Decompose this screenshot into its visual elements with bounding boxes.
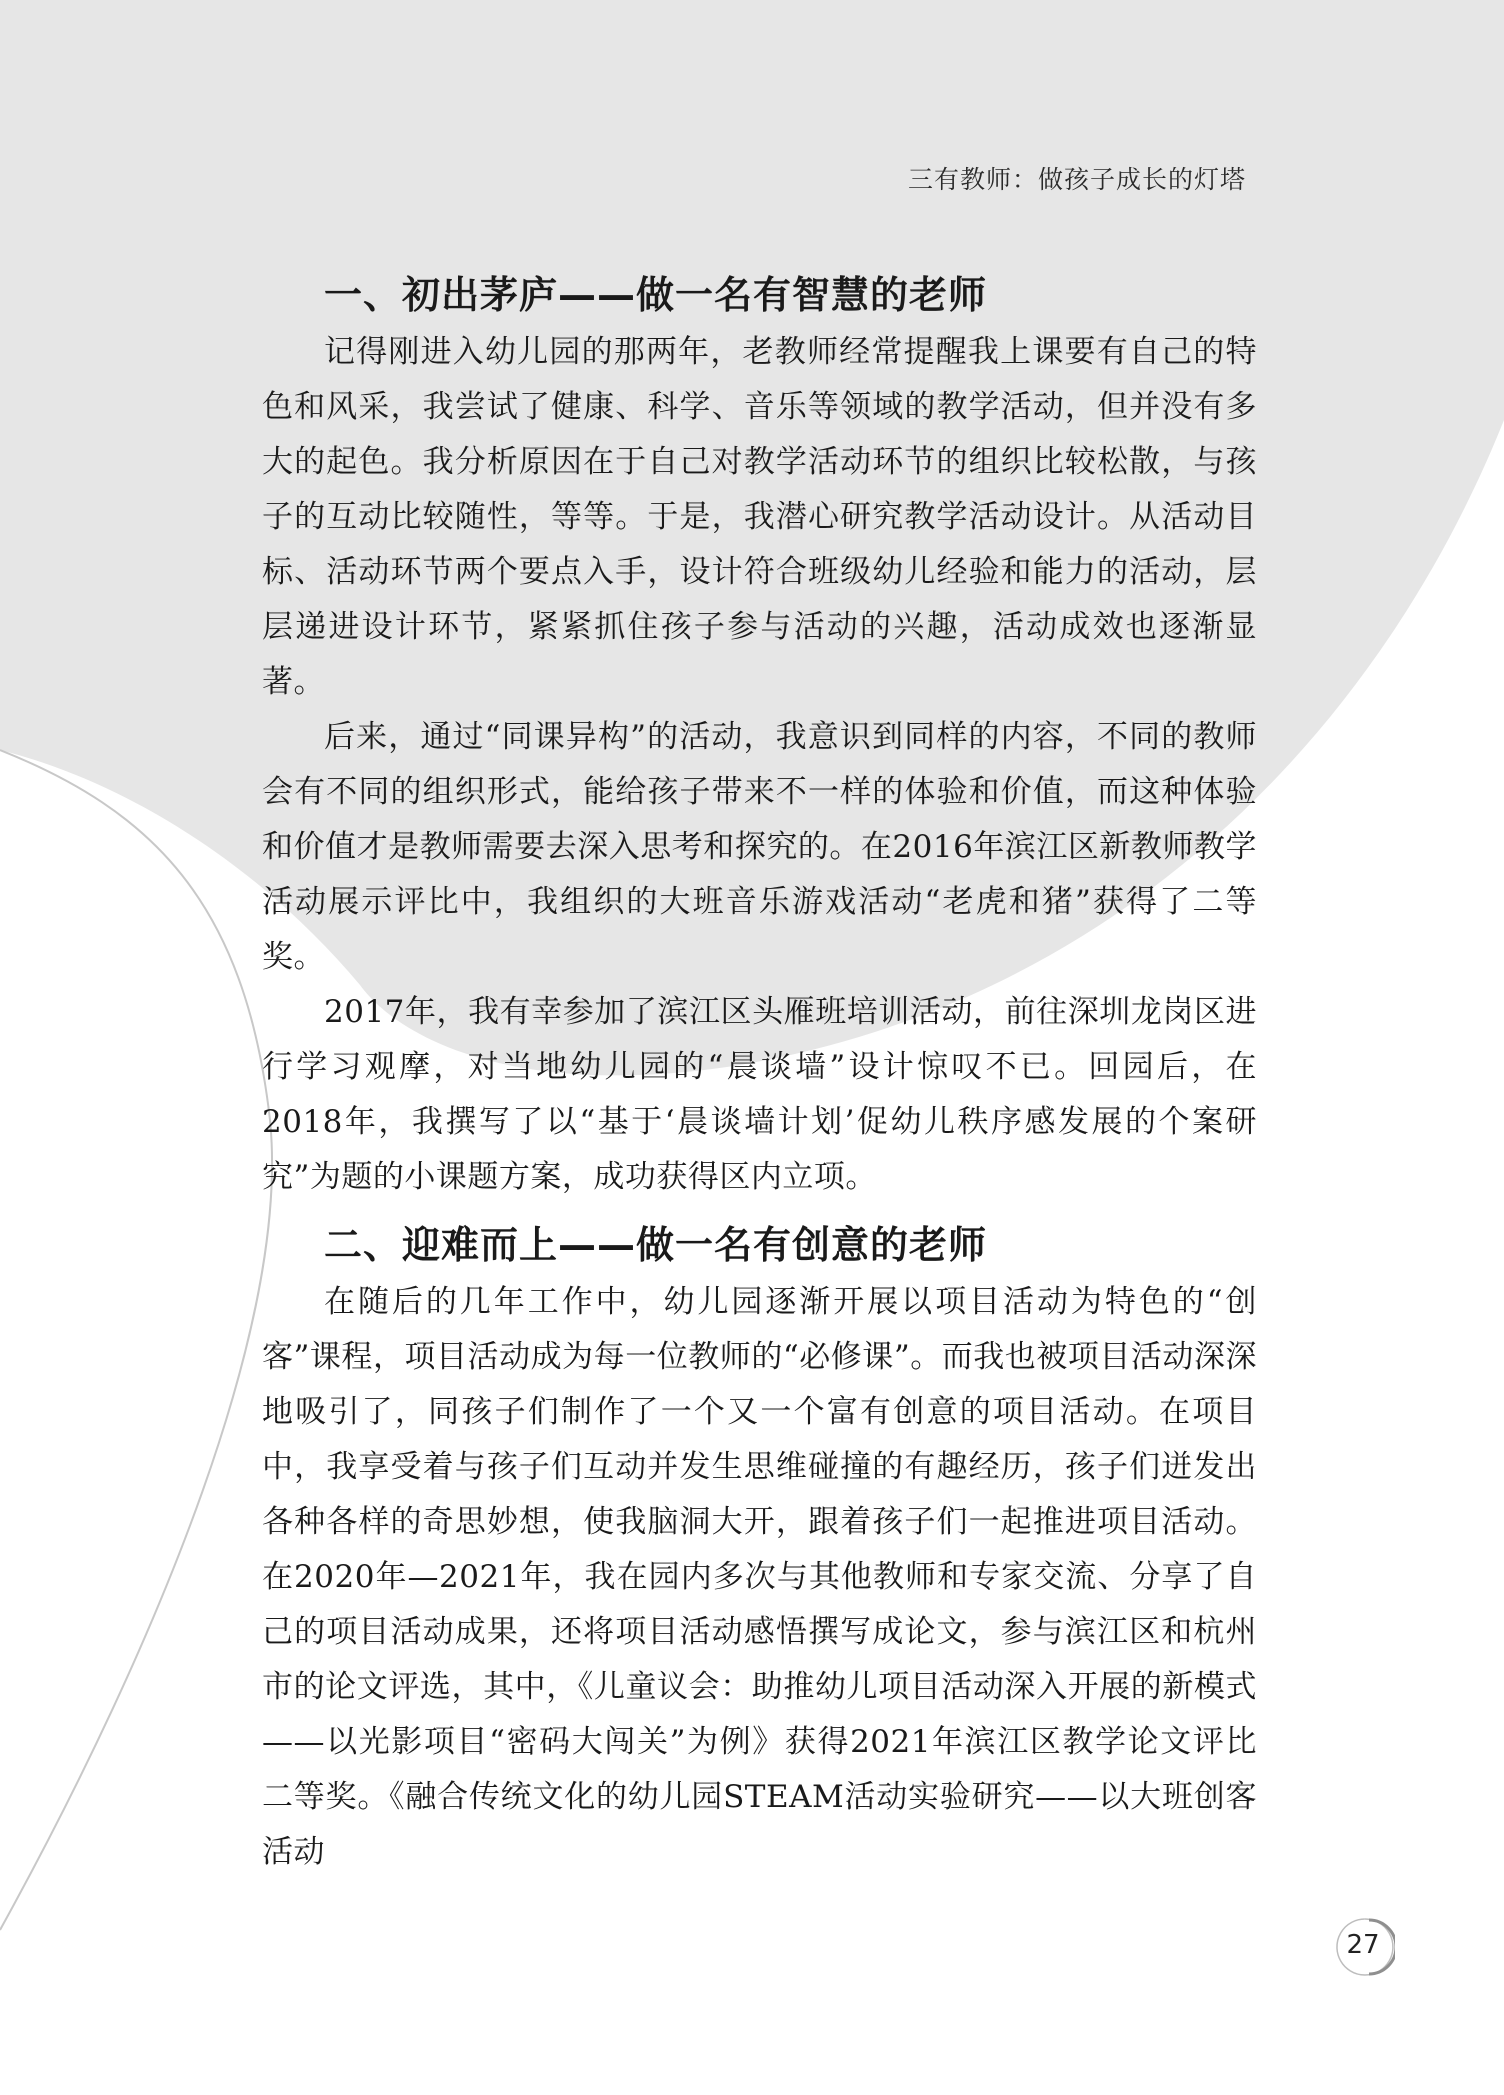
section-2 — [262, 1215, 1257, 1880]
section-title: 二、迎难而上——做一名有创意的老师 — [324, 1223, 988, 1267]
section-title: 一、初出茅庐——做一名有智慧的老师 — [324, 273, 988, 317]
page-number: 27 — [1346, 1930, 1380, 1960]
page-number-badge — [1335, 1917, 1395, 1977]
running-header: 三有教师：做孩子成长的灯塔 — [907, 165, 1246, 194]
page-body — [262, 265, 1257, 1880]
paragraph: 在随后的几年工作中，幼儿园逐渐开展以项目活动为特色的“创客”课程，项目活动成为每一位教师的“必修课”。而我也被项目活动深深地吸引了，同孩子们制作了一个又一个富有创意的项目活动。在项目中，我享受着与孩子们互动并发生思维碰撞的有趣经历，孩子们迸发出各种各样的奇思妙想，使我脑洞大开，跟着孩子们一起推进项目活动。在2020年—2021年，我在园内多次与其他教师和专家交流、分享了自己的项目活动成果，还将项目活动感悟撰写成论文，参与滨江区和杭州市的论文评选，其中，《儿童议会：助推幼儿项目活动深入开展的新模式——以光影项目“密码大闯关”为例》获得2021年滨江区教学论文评比二等奖。《融合传统文化的幼儿园STEAM活动实验研究——以大班创客活动 — [262, 1284, 1257, 1870]
paragraph: 2017年，我有幸参加了滨江区头雁班培训活动，前往深圳龙岗区进行学习观摩，对当地幼儿园的“晨谈墙”设计惊叹不已。回园后，在2018年，我撰写了以“基于‘晨谈墙计划’促幼儿秩序感发展的个案研究”为题的小课题方案，成功获得区内立项。 — [262, 994, 1257, 1195]
paragraph: 后来，通过“同课异构”的活动，我意识到同样的内容，不同的教师会有不同的组织形式，能给孩子带来不一样的体验和价值，而这种体验和价值才是教师需要去深入思考和探究的。在2016年滨江区新教师教学活动展示评比中，我组织的大班音乐游戏活动“老虎和猪”获得了二等奖。 — [262, 719, 1257, 975]
paragraph: 记得刚进入幼儿园的那两年，老教师经常提醒我上课要有自己的特色和风采，我尝试了健康、科学、音乐等领域的教学活动，但并没有多大的起色。我分析原因在于自己对教学活动环节的组织比较松散，与孩子的互动比较随性，等等。于是，我潜心研究教学活动设计。从活动目标、活动环节两个要点入手，设计符合班级幼儿经验和能力的活动，层层递进设计环节，紧紧抓住孩子参与活动的兴趣，活动成效也逐渐显著。 — [262, 334, 1257, 700]
section-1 — [262, 265, 1257, 1205]
